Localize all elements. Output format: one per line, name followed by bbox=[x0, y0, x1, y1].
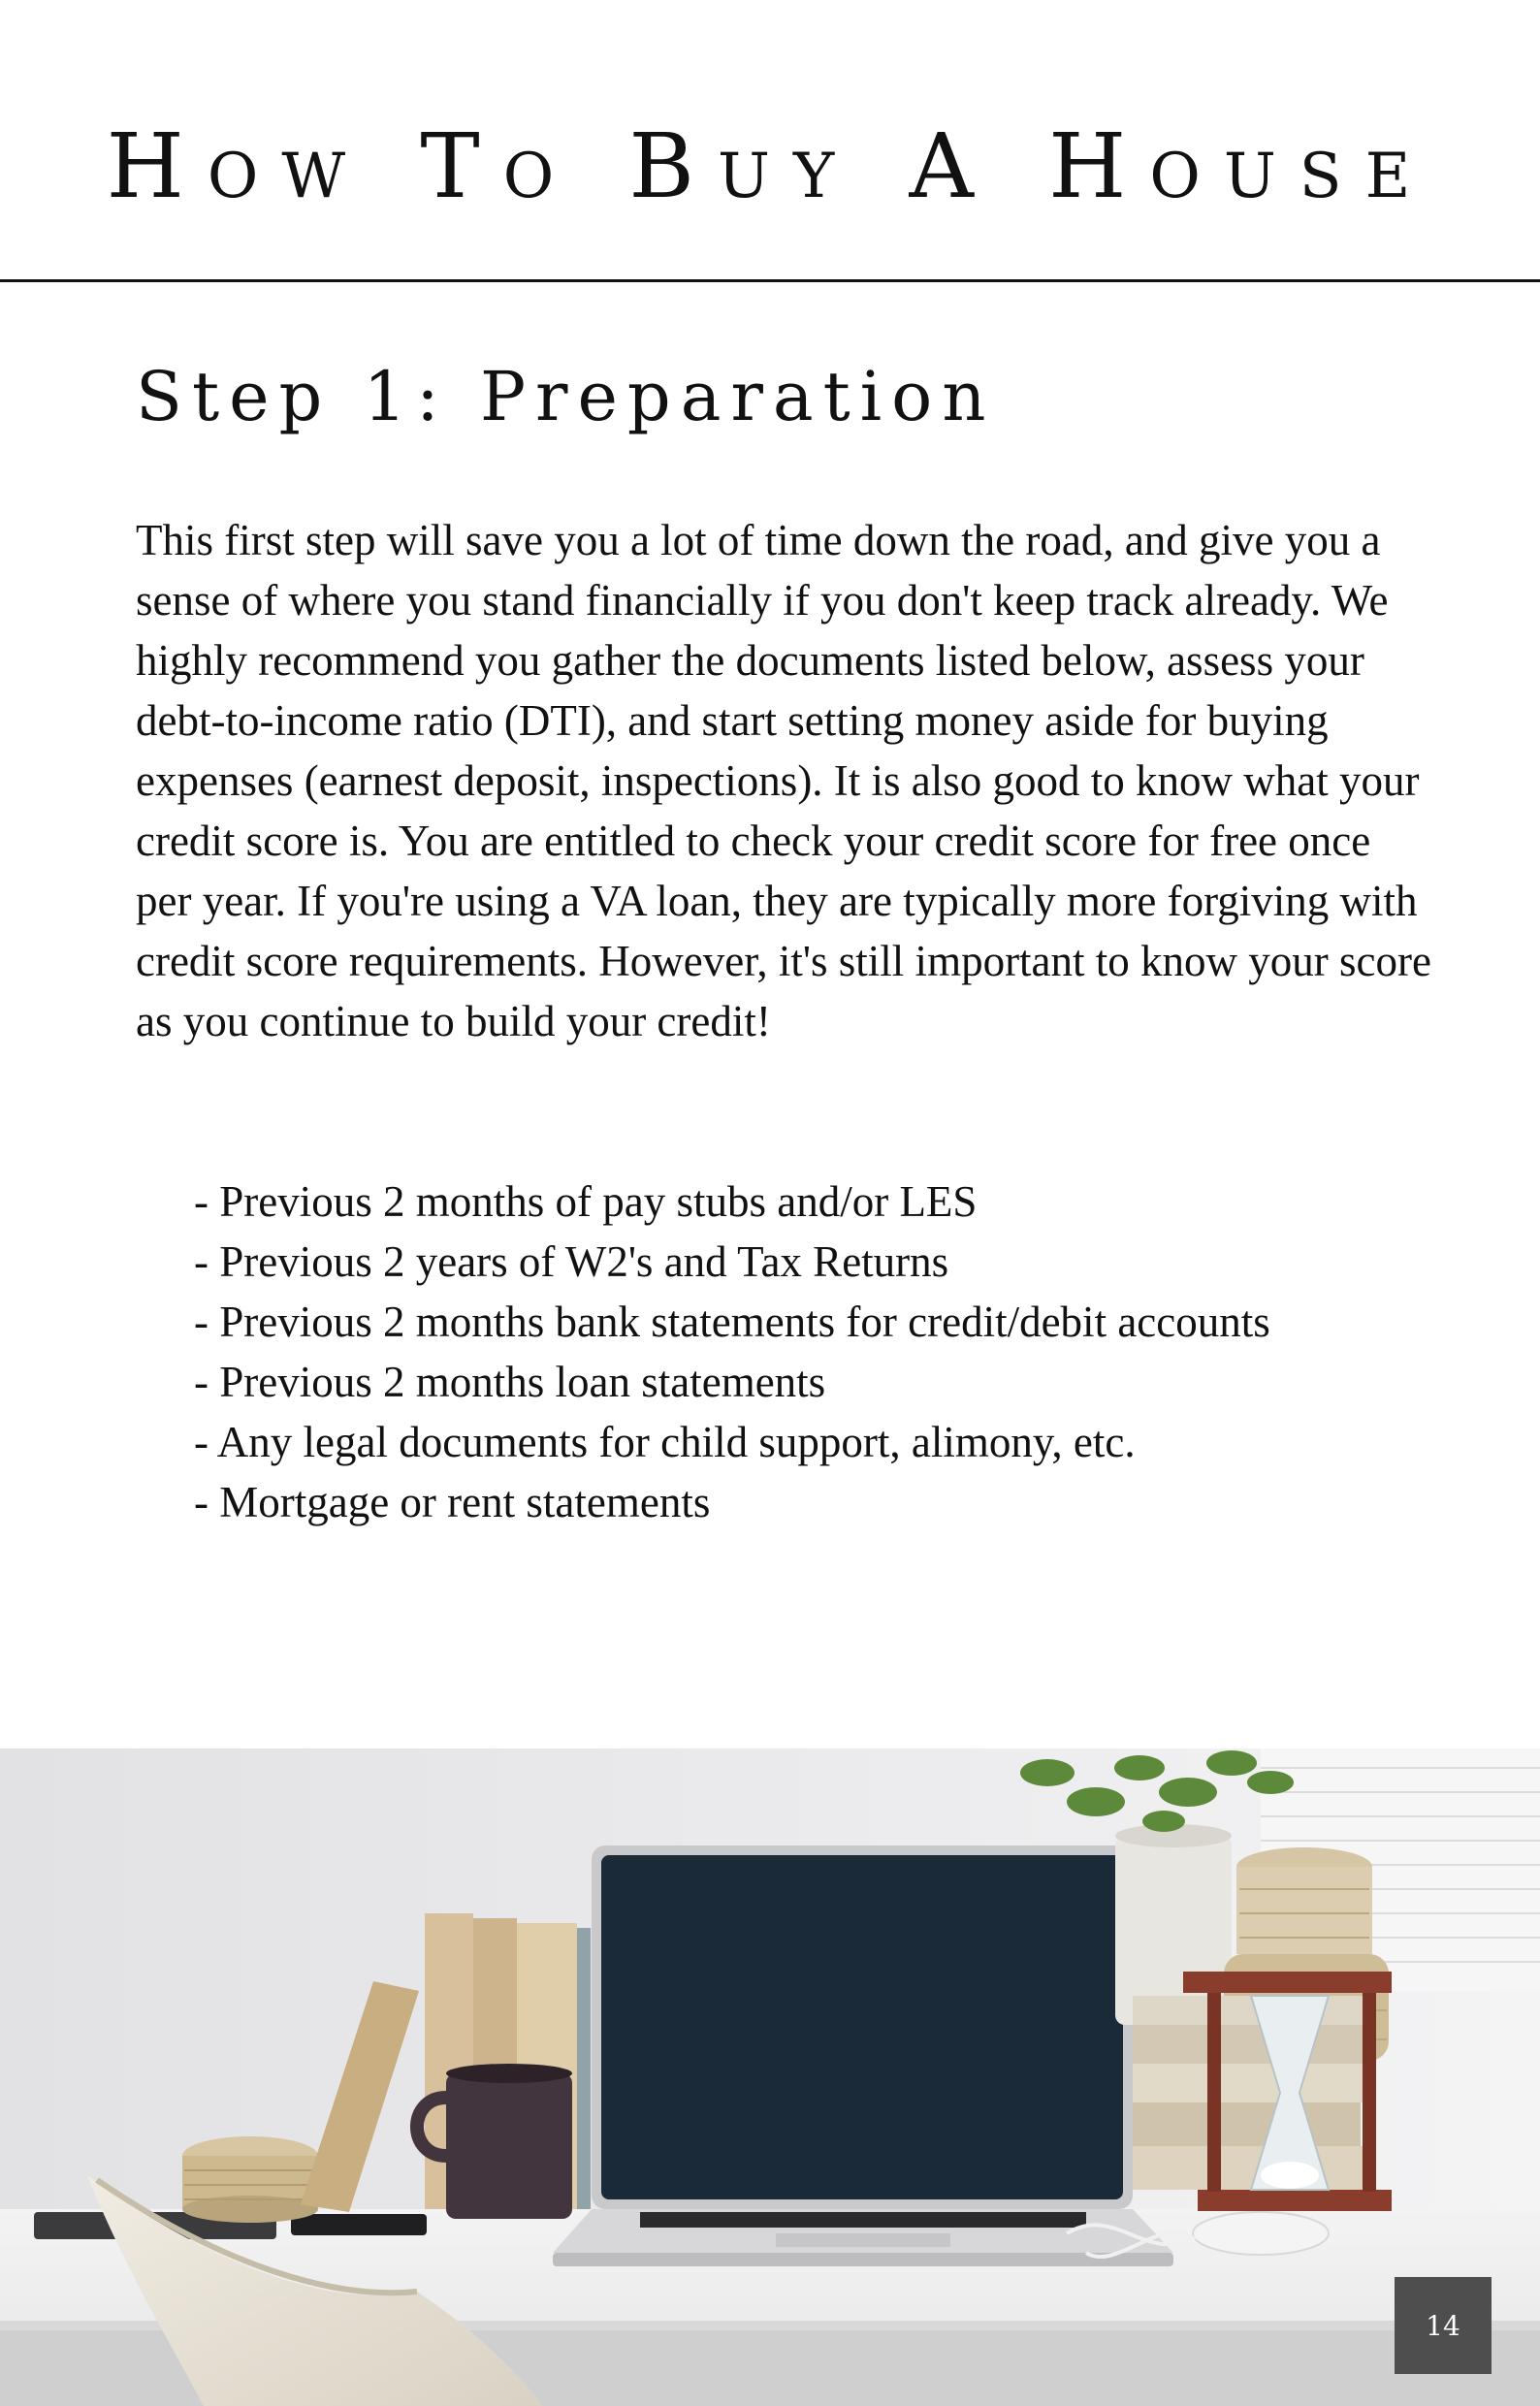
page-number-badge: 14 bbox=[1395, 2277, 1492, 2374]
step-heading: Step 1: Preparation bbox=[136, 357, 996, 436]
wicker-basket bbox=[182, 2136, 318, 2223]
list-item: - Mortgage or rent statements bbox=[194, 1478, 711, 1526]
laptop bbox=[553, 1845, 1173, 2266]
list-item: - Previous 2 months bank statements for credit/debit accounts bbox=[194, 1298, 1270, 1346]
list-item: - Previous 2 years of W2's and Tax Returns bbox=[194, 1237, 949, 1286]
intro-paragraph: This first step will save you a lot of time down the road, and give you a sense of where you stand financially if you don't keep track already. We highly recommend you gather the documents listed below, assess your debt-to-income ratio (DTI), and start setting money aside for buying expenses (earnest deposit, inspections). It is also good to know what your credit score is. You are entitled to check your credit score for free once per year. If you're using a VA loan, they are typically more forgiving with credit score requirements. However, it's still important to know your score as you continue to build your credit! bbox=[136, 516, 1431, 1045]
list-item: - Previous 2 months loan statements bbox=[194, 1358, 826, 1406]
page-title: How To Buy A House bbox=[106, 114, 1434, 218]
list-item: - Previous 2 months of pay stubs and/or LES bbox=[194, 1177, 978, 1226]
header-divider bbox=[0, 279, 1540, 282]
desk-photo bbox=[0, 1748, 1540, 2406]
document-list bbox=[194, 1171, 1270, 1532]
mouse bbox=[1193, 2212, 1329, 2255]
phone bbox=[291, 2214, 427, 2235]
list-item: - Any legal documents for child support, alimony, etc. bbox=[194, 1418, 1136, 1466]
